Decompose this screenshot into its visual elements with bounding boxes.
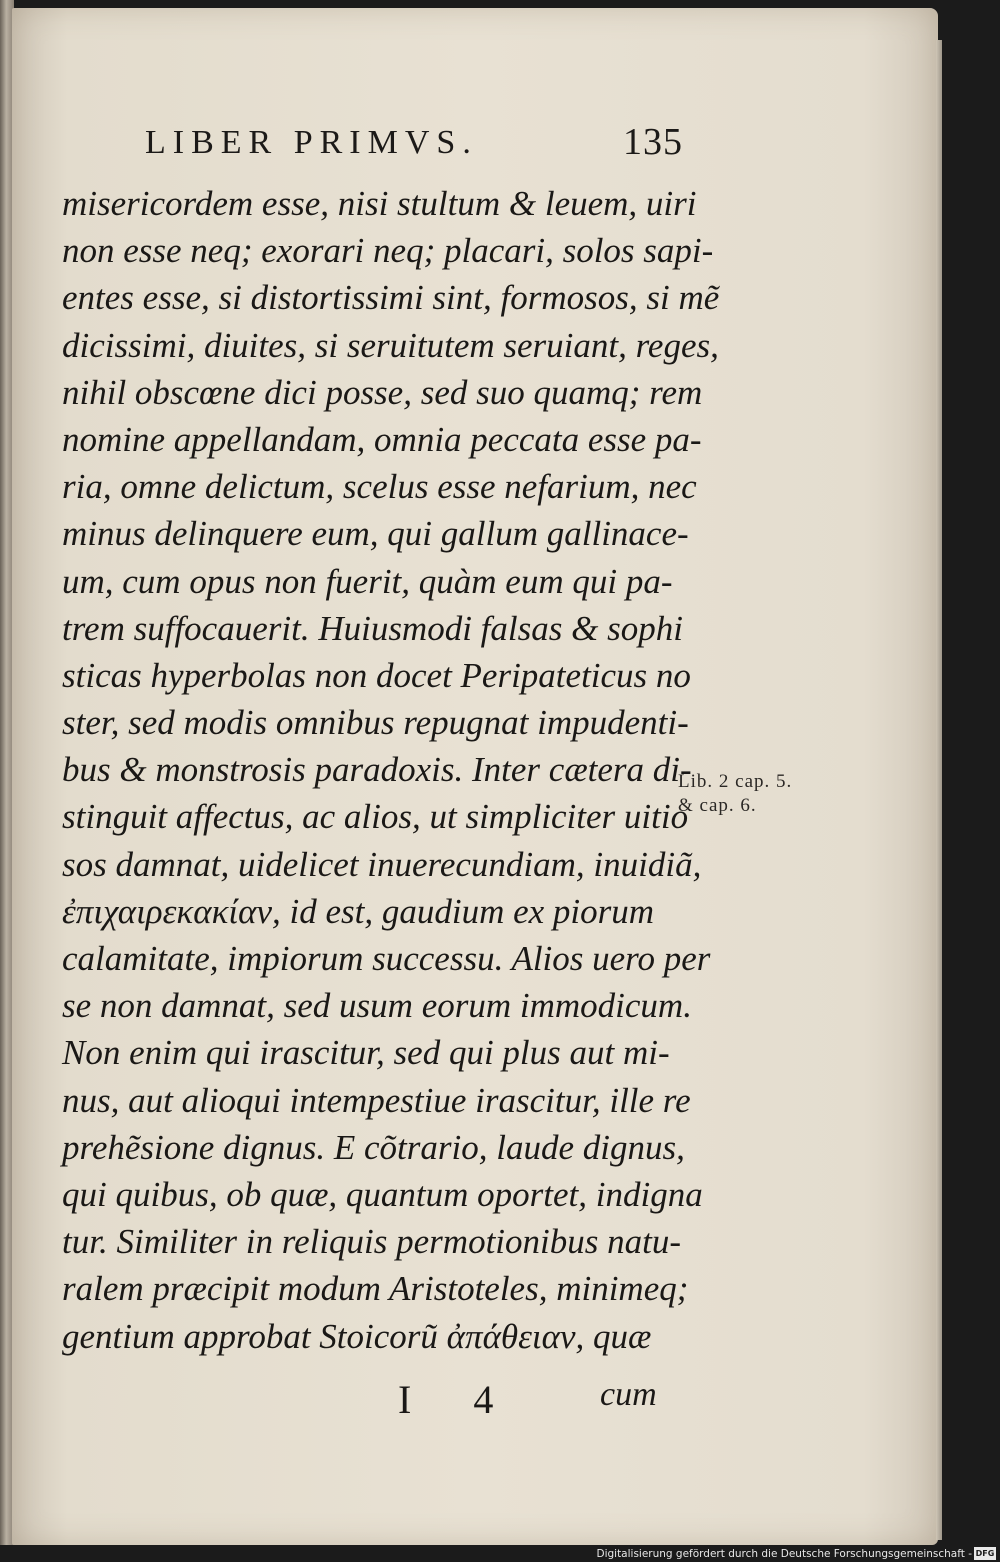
text-line: sticas hyperbolas non docet Peripateticus no — [62, 655, 691, 695]
text-line: gentium approbat Stoicorũ ἀπάθειαν, quæ — [62, 1316, 652, 1356]
text-line: prehẽsione dignus. E cõtrario, laude dignus, — [62, 1127, 685, 1167]
text-line: se non damnat, sed usum eorum immodicum. — [62, 986, 692, 1026]
text-line: nomine appellandam, omnia peccata esse pa- — [62, 419, 702, 459]
page-header — [145, 121, 685, 174]
text-line: nihil obscœne dici posse, sed suo quamq; rem — [62, 372, 703, 412]
text-line: ralem præcipit modum Aristoteles, minimeq; — [62, 1269, 689, 1309]
text-line: non esse neq; exorari neq; placari, solos sapi- — [62, 231, 714, 271]
signature-mark: I 4 — [398, 1377, 520, 1422]
text-line: tur. Similiter in reliquis permotionibus natu- — [62, 1222, 681, 1262]
text-line: trem suffocauerit. Huiusmodi falsas & sophi — [62, 608, 683, 648]
text-line: qui quibus, ob quæ, quantum oportet, indigna — [62, 1174, 703, 1214]
text-line: misericordem esse, nisi stultum & leuem, uiri — [62, 184, 697, 223]
catchword: cum — [600, 1376, 657, 1413]
page-fore-edge — [936, 40, 942, 1540]
digitization-credit: Digitalisierung gefördert durch die Deutsche Forschungsgemeinschaft - — [596, 1548, 972, 1560]
text-line: calamitate, impiorum successu. Alios uero per — [62, 939, 711, 978]
text-line: um, cum opus non fuerit, quàm eum qui pa- — [62, 561, 673, 601]
marginal-note-line: Lib. 2 cap. 5. — [678, 771, 793, 792]
credit-bar — [0, 1545, 1000, 1562]
text-line: ster, sed modis omnibus repugnat impudenti- — [62, 703, 689, 743]
marginal-note-line: & cap. 6. — [678, 795, 757, 816]
text-line: ria, omne delictum, scelus esse nefarium, nec — [62, 467, 697, 507]
running-head: LIBER PRIMVS. — [145, 124, 478, 161]
text-line: dicissimi, diuites, si seruitutem seruiant, reges, — [62, 325, 719, 365]
text-line: sos damnat, uidelicet inuerecundiam, inuidiã, — [62, 844, 702, 884]
text-line: nus, aut alioqui intempestiue irascitur, ille re — [62, 1080, 691, 1120]
text-line: Non enim qui irascitur, sed qui plus aut mi- — [62, 1033, 670, 1073]
page-number: 135 — [623, 121, 683, 163]
dfg-logo: DFG — [975, 1549, 995, 1558]
text-line: minus delinquere eum, qui gallum gallinace- — [62, 514, 689, 554]
text-line: bus & monstrosis paradoxis. Inter cætera di- — [62, 750, 692, 790]
text-line: entes esse, si distortissimi sint, formosos, si mẽ — [62, 278, 720, 318]
text-line: ἐπιχαιρεκακίαν, id est, gaudium ex piorum — [62, 891, 655, 931]
marginal-note — [678, 770, 838, 818]
text-line: stinguit affectus, ac alios, ut simpliciter uitio — [62, 797, 689, 837]
